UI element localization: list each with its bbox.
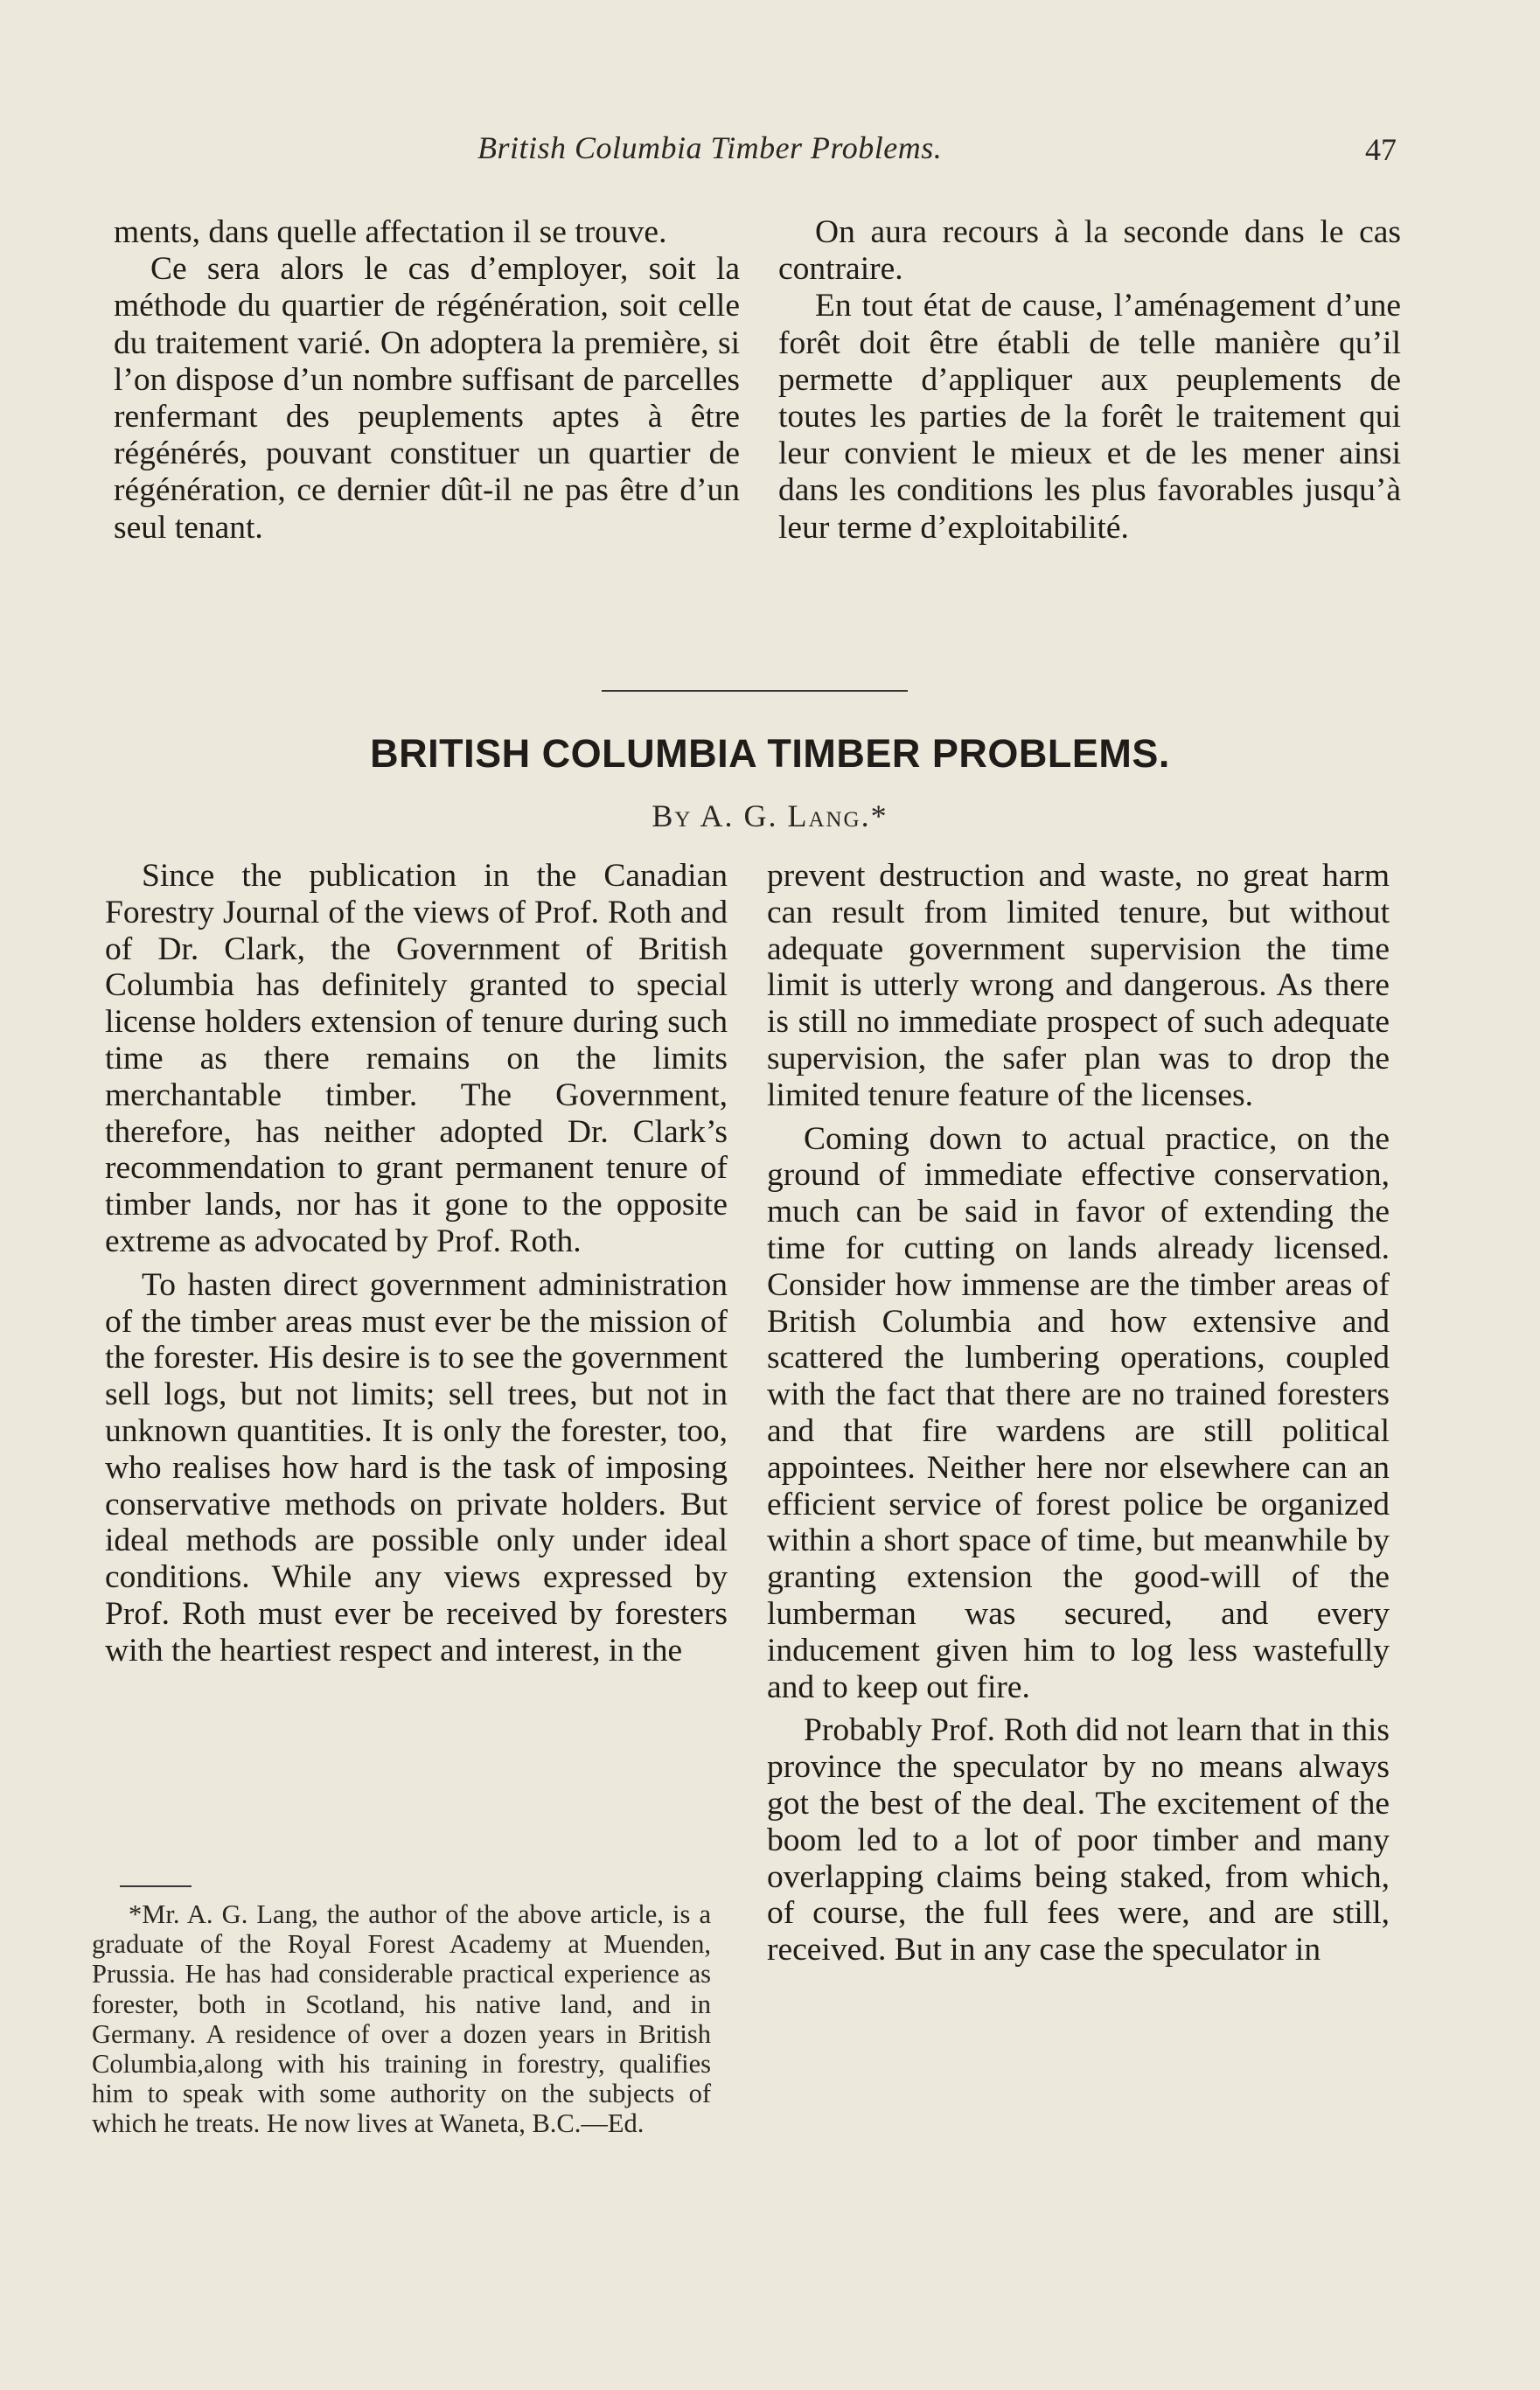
running-header-title: British Columbia Timber Problems. — [477, 130, 943, 165]
french-text-right-column — [778, 214, 1401, 547]
article-paragraph: To hasten direct government administration of the timber areas must ever be the mission of the forester. His desire is to see the government sell logs, but not limits; sell trees, but not in unknown quantities. It is only the forester, too, who realises how hard is the task of imposing conservative methods on private holders. But ideal methods are possible only under ideal conditions. While any views expressed by Prof. Roth must ever be received by foresters with the heartiest respect and interest, in the — [105, 1266, 728, 1669]
french-paragraph: ments, dans quelle affectation il se trouve. — [114, 214, 667, 250]
footnote-rule — [120, 1885, 192, 1887]
article-title: BRITISH COLUMBIA TIMBER PROBLEMS. — [370, 731, 1170, 776]
article-paragraph: prevent destruction and waste, no great harm can result from limited tenure, but without adequate government supervision the time limit is utterly wrong and dangerous. As there is still no immediate prospect of such adequate supervision, the safer plan was to drop the limited tenure feature of the licenses. — [767, 858, 1390, 1113]
article-byline: By A. G. Lang.* — [652, 798, 888, 833]
article-paragraph: Probably Prof. Roth did not learn that in this province the speculator by no means always got the best of the deal. The excitement of the boom led to a lot of poor timber and many overlapping claims being staked, from which, of course, the full fees were, and are still, received. But in any case the speculator in — [767, 1712, 1390, 1968]
page-number: 47 — [1365, 132, 1397, 167]
article-left-column — [105, 858, 728, 1669]
article-paragraph: Since the publication in the Canadian Forestry Journal of the views of Prof. Roth and of Dr. Clark, the Government of British Columbia has definitely granted to special license holders extension of tenure during such time as there remains on the limits merchantable timber. The Government, therefore, has neither adopted Dr. Clark’s recommendation to grant permanent tenure of timber lands, nor has it gone to the opposite extreme as advocated by Prof. Roth. — [105, 858, 728, 1259]
french-paragraph: On aura recours à la seconde dans le cas contraire. — [778, 214, 1401, 288]
french-text-left-column — [114, 214, 740, 547]
article-right-column — [767, 858, 1390, 1968]
section-divider-rule — [602, 690, 908, 692]
french-paragraph: En tout état de cause, l’aménagement d’une forêt doit être établi de telle manière qu’il permette d’appliquer aux peuplements de toutes les parties de la forêt le traitement qui leur convient le mieux et de les mener ainsi dans les conditions les plus favorables jusqu’à leur terme d’exploitabilité. — [778, 288, 1401, 546]
article-paragraph: Coming down to actual practice, on the ground of immediate effective conservation, much can be said in favor of extending the time for cutting on lands already licensed. Consider how immense are the timber areas of British Columbia and how extensive and scattered the lumbering operations, coupled with the fact that there are no trained foresters and that fire wardens are still political appointees. Neither here nor elsewhere can an efficient service of forest police be organized within a short space of time, but meanwhile by granting extension the good-will of the lumberman was secured, and every inducement given him to log less wastefully and to keep out fire. — [767, 1120, 1390, 1705]
author-footnote: *Mr. A. G. Lang, the author of the above article, is a graduate of the Royal Forest Academy at Muenden, Prussia. He has had considerable practical experience as forester, both in Scotland, his native land, and in Germany. A residence of over a dozen years in British Columbia,along with his training in forestry, qualifies him to speak with some authority on the subjects of which he treats. He now lives at Waneta, B.C.—Ed. — [92, 1899, 711, 2139]
french-paragraph: Ce sera alors le cas d’employer, soit la méthode du quartier de régénération, soit celle du traitement varié. On adoptera la première, si l’on dispose d’un nombre suffisant de parcelles renfermant des peuplements aptes à être régénérés, pouvant constituer un quartier de régénération, ce dernier dût-il ne pas être d’un seul tenant. — [114, 251, 740, 546]
